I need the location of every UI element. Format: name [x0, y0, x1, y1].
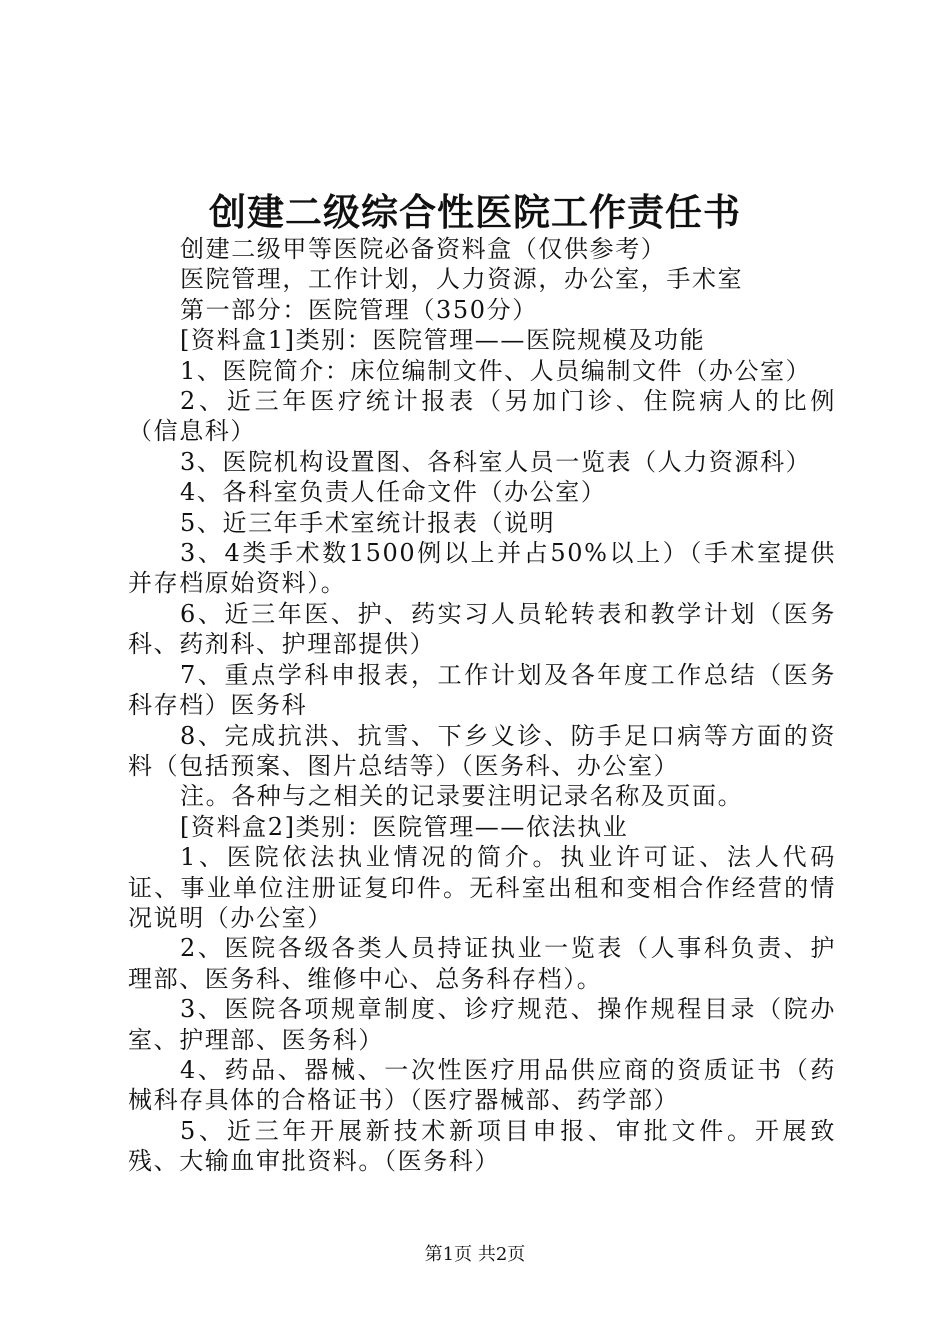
paragraph: 2、医院各级各类人员持证执业一览表（人事科负责、护理部、医务科、维修中心、总务科存档）。 — [128, 934, 836, 993]
document-body — [128, 234, 836, 1177]
paragraph: 4、各科室负责人任命文件（办公室） — [180, 478, 607, 507]
paragraph: 第一部分：医院管理（350分） — [180, 295, 538, 324]
paragraph: [资料盒2]类别：医院管理——依法执业 — [180, 812, 629, 841]
paragraph: 1、医院依法执业情况的简介。执业许可证、法人代码证、事业单位注册证复印件。无科室出租和变相合作经营的情况说明（办公室） — [128, 843, 836, 932]
paragraph: 5、近三年开展新技术新项目申报、审批文件。开展致残、大输血审批资料。（医务科） — [128, 1116, 836, 1176]
paragraph: [资料盒1]类别：医院管理——医院规模及功能 — [180, 326, 706, 355]
paragraph: 7、重点学科申报表，工作计划及各年度工作总结（医务科存档）医务科 — [128, 660, 836, 720]
paragraph: 4、药品、器械、一次性医疗用品供应商的资质证书（药械科存具体的合格证书）（医疗器械部、药学部） — [128, 1055, 836, 1115]
paragraph: 创建二级甲等医院必备资料盒（仅供参考） — [180, 235, 667, 263]
paragraph: 5、近三年手术室统计报表（说明 — [180, 508, 556, 537]
paragraph: 3、医院机构设置图、各科室人员一览表（人力资源科） — [180, 447, 812, 476]
page-footer: 第1页 共2页 — [424, 1244, 526, 1265]
paragraph: 3、医院各项规章制度、诊疗规范、操作规程目录（院办室、护理部、医务科） — [128, 995, 836, 1054]
paragraph: 注。各种与之相关的记录要注明记录名称及页面。 — [180, 782, 744, 811]
paragraph: 6、近三年医、护、药实习人员轮转表和教学计划（医务科、药剂科、护理部提供） — [128, 599, 836, 659]
paragraph: 1、医院简介：床位编制文件、人员编制文件（办公室） — [180, 356, 812, 385]
paragraph: 2、近三年医疗统计报表（另加门诊、住院病人的比例（信息科） — [128, 387, 836, 446]
paragraph: 3、4类手术数1500例以上并占50%以上）（手术室提供并存档原始资料）。 — [128, 539, 836, 598]
document-title: 创建二级综合性医院工作责任书 — [209, 190, 741, 234]
paragraph: 8、完成抗洪、抗雪、下乡义诊、防手足口病等方面的资料（包括预案、图片总结等）（医务科、办公室） — [128, 721, 836, 780]
paragraph: 医院管理，工作计划，人力资源，办公室，手术室 — [180, 265, 744, 294]
